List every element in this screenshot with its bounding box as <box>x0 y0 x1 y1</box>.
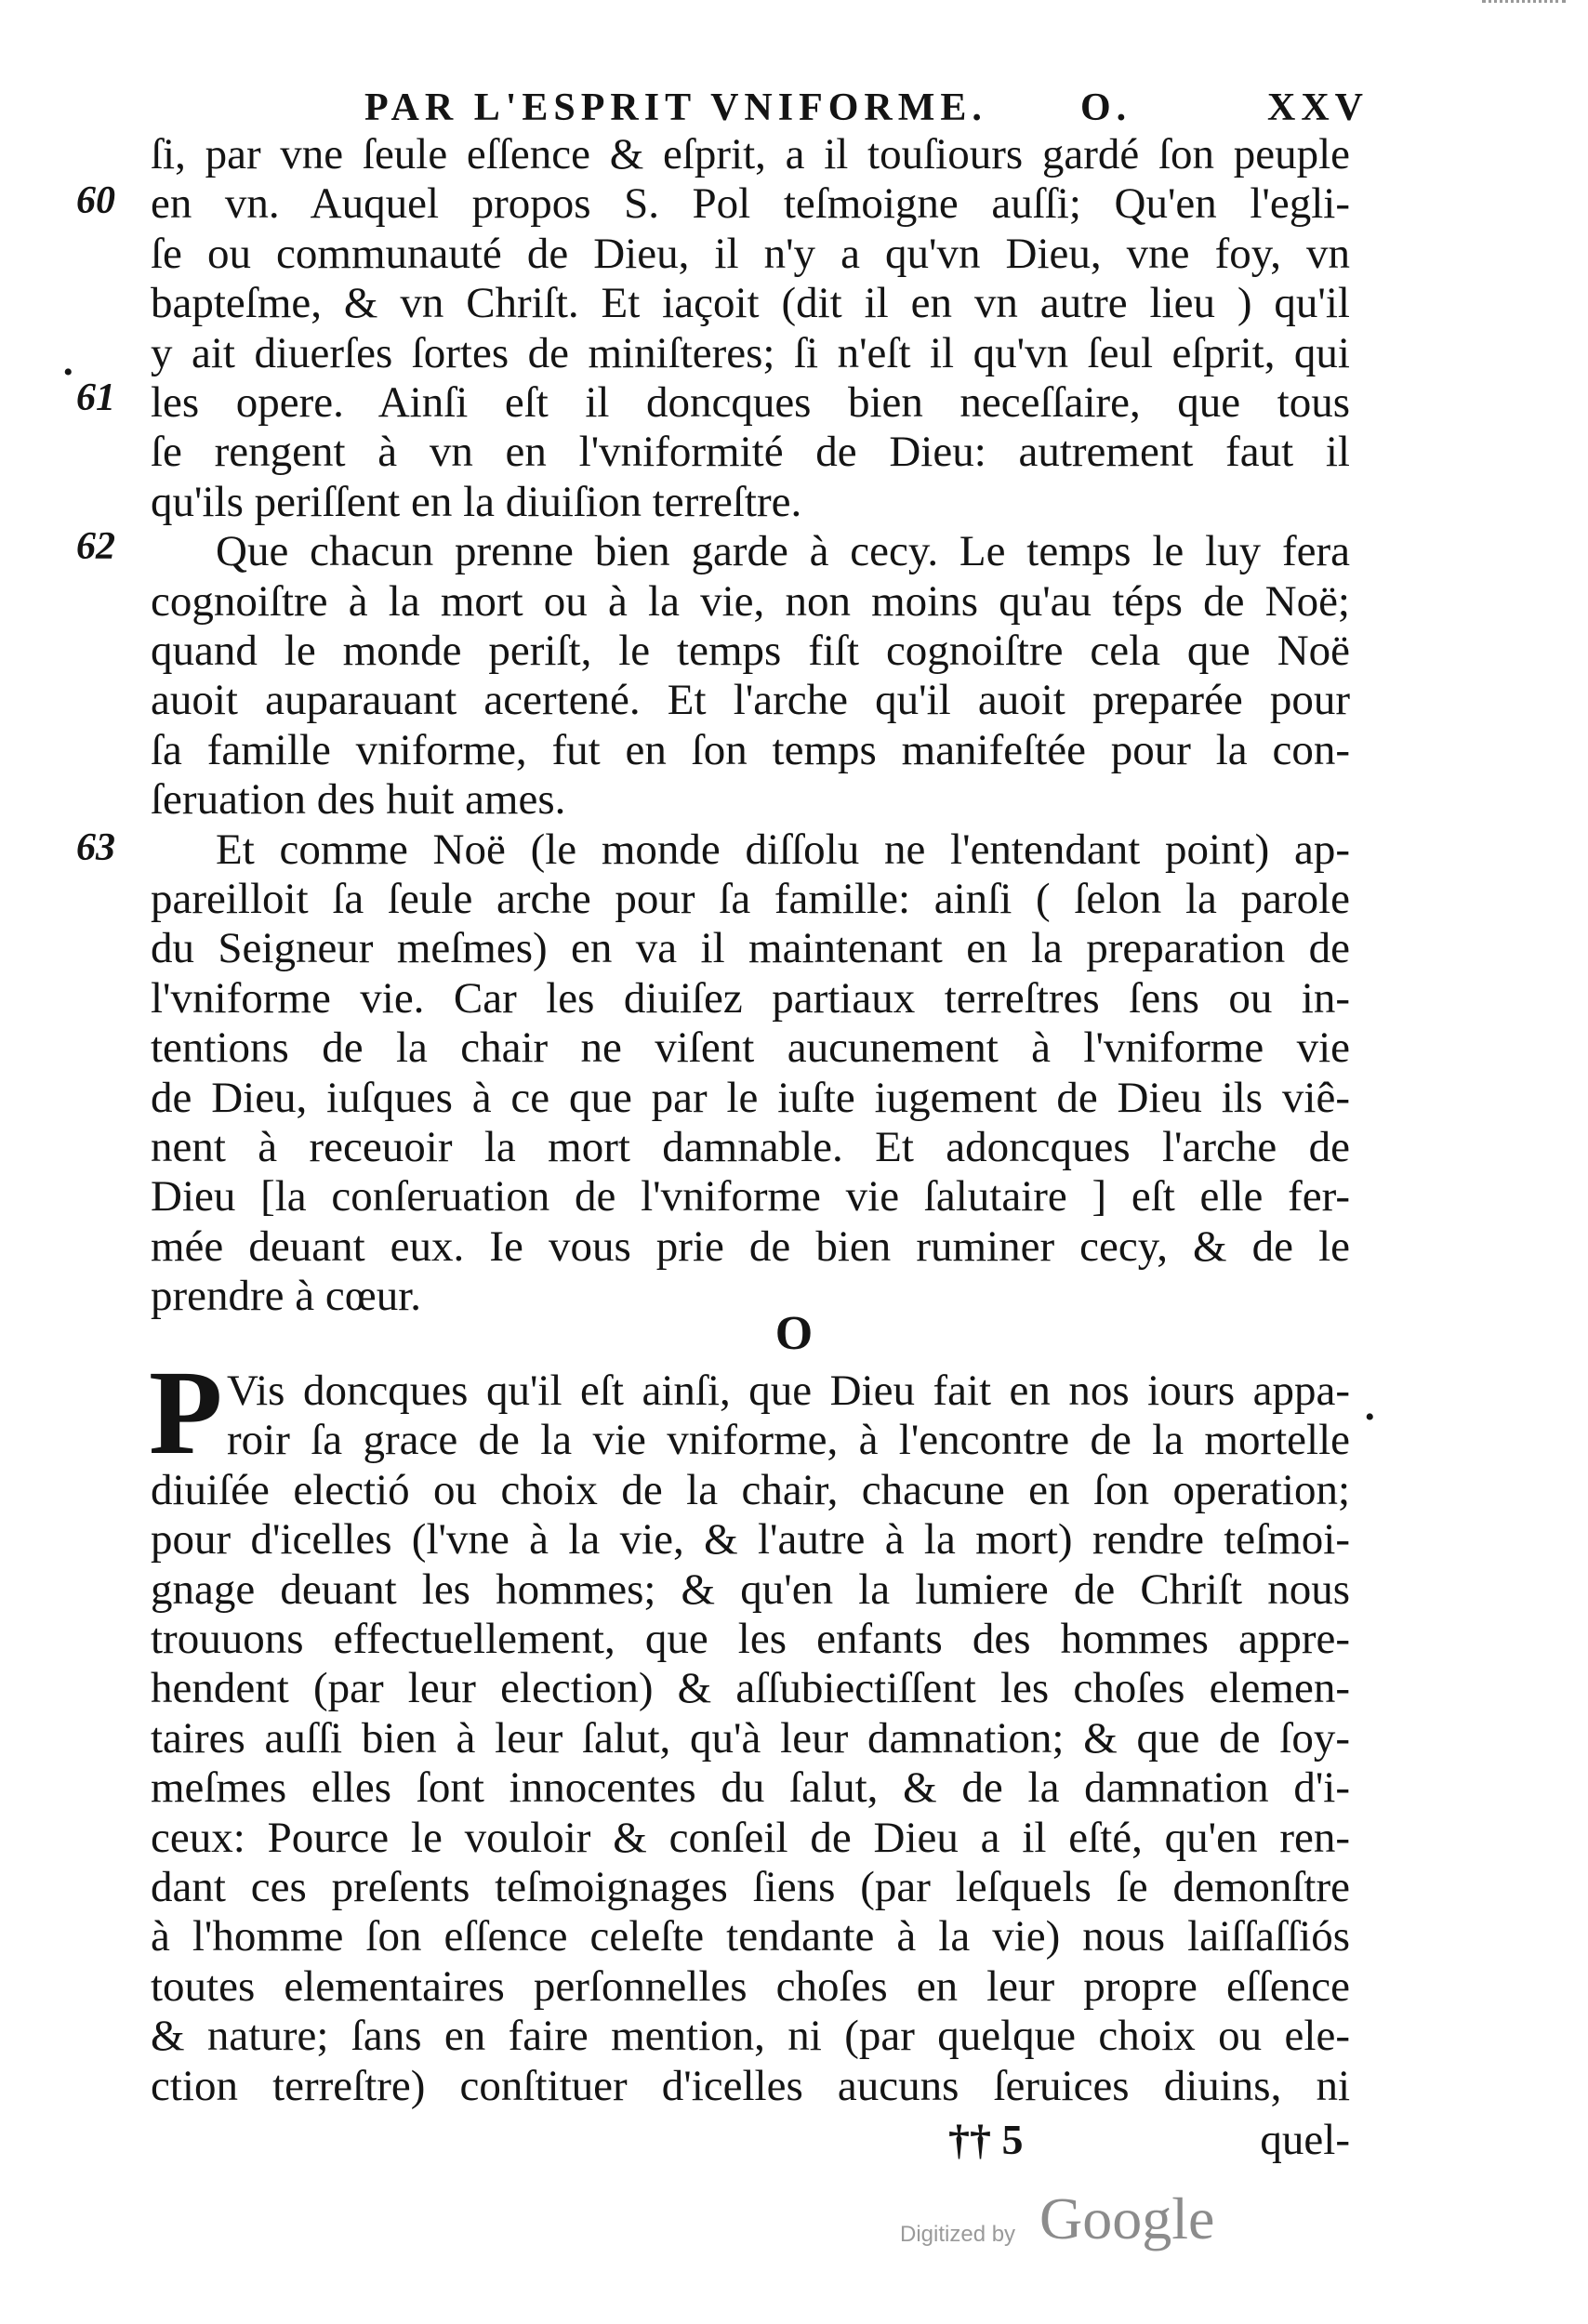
text-line: du Seigneur meſmes) en va il maintenant en la preparation de <box>151 924 1350 972</box>
digitized-watermark <box>900 2185 1235 2259</box>
text-line: gnage deuant les hommes; & qu'en la lumiere de Chriſt nous <box>151 1565 1350 1614</box>
text-line: hendent (par leur election) & aſſubiectiſſent les choſes elemen- <box>151 1664 1350 1712</box>
text-line: bapteſme, & vn Chriſt. Et iaçoit (dit il en vn autre lieu ) qu'il <box>151 279 1350 327</box>
text-line: trouuons effectuellement, que les enfants des hommes appre- <box>151 1615 1350 1663</box>
text-line: ſi, par vne ſeule eſſence & eſprit, a il touſiours gardé ſon peuple <box>151 130 1350 178</box>
text-line: mée deuant eux. Ie vous prie de bien ruminer cecy, & de le <box>151 1222 1350 1271</box>
text-line: prendre à cœur. <box>151 1272 421 1320</box>
text-line: roir ſa grace de la vie vniforme, à l'encontre de la mortelle <box>227 1416 1350 1464</box>
text-line: toutes elementaires perſonnelles choſes en leur propre eſſence <box>151 1962 1350 2011</box>
text-line: y ait diuerſes ſortes de miniſteres; ſi n'eſt il qu'vn ſeul eſprit, qui <box>151 329 1350 377</box>
catchword: quel- <box>1260 2116 1350 2164</box>
margin-number-61: 61 <box>76 376 115 419</box>
text-line: Dieu [la conſeruation de l'vniforme vie ſalutaire ] eſt elle fer- <box>151 1172 1350 1221</box>
margin-dot: • <box>63 357 73 388</box>
text-line: cognoiſtre à la mort ou à la vie, non moins qu'au téps de Noë; <box>151 577 1350 626</box>
margin-number-60: 60 <box>76 179 115 222</box>
text-line: les opere. Ainſi eſt il doncques bien neceſſaire, que tous <box>151 378 1350 427</box>
digitized-by-text: Digitized by <box>900 2222 1016 2247</box>
text-line: Que chacun prenne bien garde à cecy. Le temps le luy fera <box>216 527 1350 575</box>
drop-capital: P <box>149 1346 223 1480</box>
corner-mark <box>1482 0 1566 12</box>
text-line: meſmes elles ſont innocentes du ſalut, & de la damnation d'i- <box>151 1763 1350 1812</box>
text-line: Vis doncques qu'il eſt ainſi, que Dieu fait en nos iours appa- <box>227 1367 1350 1415</box>
text-line: qu'ils periſſent en la diuiſion terreſtre. <box>151 478 802 526</box>
signature-mark: †† 5 <box>948 2116 1024 2163</box>
section-heading: O <box>774 1307 814 1360</box>
text-line: Et comme Noë (le monde diſſolu ne l'entendant point) ap- <box>216 825 1350 874</box>
text-line: de Dieu, iuſques à ce que par le iuſte iugement de Dieu ils viê- <box>151 1074 1350 1122</box>
text-line: ceux: Pource le vouloir & conſeil de Dieu a il eſté, qu'en ren- <box>151 1814 1350 1862</box>
margin-number-62: 62 <box>76 525 115 568</box>
text-line: ſeruation des huit ames. <box>151 775 566 824</box>
text-line: pour d'icelles (l'vne à la vie, & l'autre à la mort) rendre teſmoi- <box>151 1515 1350 1564</box>
text-line: ſa famille vniforme, fut en ſon temps manifeſtée pour la con- <box>151 726 1350 774</box>
text-line: auoit auparauant acertené. Et l'arche qu'il auoit preparée pour <box>151 676 1350 724</box>
text-line: ſe rengent à vn en l'vniformité de Dieu: autrement faut il <box>151 428 1350 476</box>
folio-number: XXV <box>1267 86 1369 129</box>
signature-letter: O. <box>1080 86 1132 129</box>
text-line: nent à receuoir la mort damnable. Et adoncques l'arche de <box>151 1123 1350 1171</box>
text-line: à l'homme ſon eſſence celeſte tendante à la vie) nous laiſſaſſiós <box>151 1912 1350 1961</box>
text-line: dant ces preſents teſmoignages ſiens (par leſquels ſe demonſtre <box>151 1863 1350 1911</box>
text-line: l'vniforme vie. Car les diuiſez partiaux terreſtres ſens ou in- <box>151 974 1350 1023</box>
text-line: diuiſée electió ou choix de la chair, chacune en ſon operation; <box>151 1466 1350 1514</box>
text-line: en vn. Auquel propos S. Pol teſmoigne auſſi; Qu'en l'egli- <box>151 179 1350 228</box>
text-line: taires auſſi bien à leur ſalut, qu'à leur damnation; & que de ſoy- <box>151 1714 1350 1763</box>
text-line: pareilloit ſa ſeule arche pour ſa famille: ainſi ( ſelon la parole <box>151 875 1350 923</box>
text-line: ction terreſtre) conſtituer d'icelles aucuns ſeruices diuins, ni <box>151 2062 1350 2110</box>
text-line: quand le monde periſt, le temps fiſt cognoiſtre cela que Noë <box>151 627 1350 675</box>
text-line: & nature; ſans en faire mention, ni (par quelque choix ou ele- <box>151 2012 1350 2060</box>
margin-number-63: 63 <box>76 826 115 869</box>
google-logo: Google <box>1039 2185 1215 2251</box>
text-line: ſe ou communauté de Dieu, il n'y a qu'vn Dieu, vne foy, vn <box>151 230 1350 278</box>
margin-dot-right: • <box>1365 1402 1375 1433</box>
text-line: tentions de la chair ne viſent aucunement à l'vniforme vie <box>151 1023 1350 1072</box>
running-title: PAR L'ESPRIT VNIFORME. <box>364 86 987 129</box>
